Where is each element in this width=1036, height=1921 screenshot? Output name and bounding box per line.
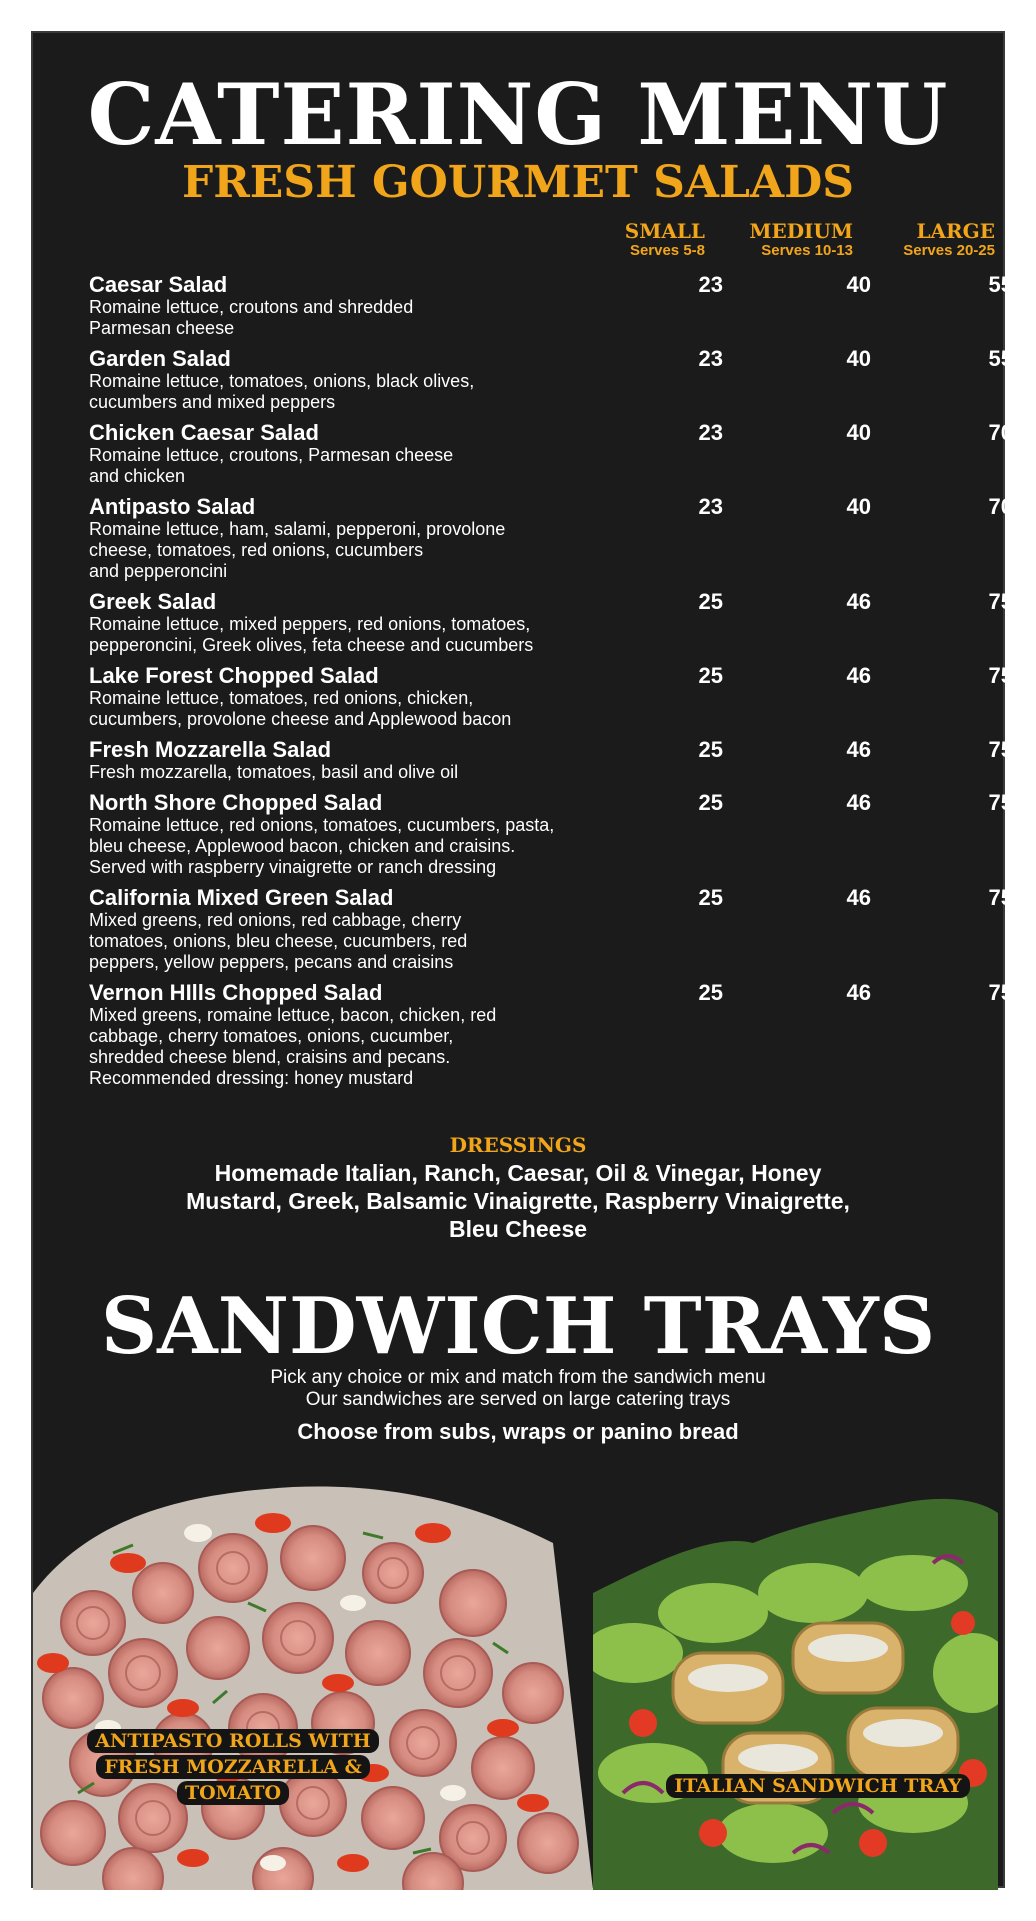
menu-item: [89, 790, 1013, 878]
price-medium: 40: [846, 272, 871, 297]
section-title: FRESH GOURMET SALADS: [181, 157, 855, 208]
dressings-heading: DRESSINGS: [449, 1133, 587, 1157]
sandwich-line-2: Our sandwiches are served on large catering trays: [305, 1389, 731, 1410]
price-medium: 40: [846, 346, 871, 371]
price-medium: 46: [846, 790, 871, 815]
price-small: 25: [698, 663, 723, 688]
menu-item: [89, 885, 1013, 973]
price-medium: 46: [846, 737, 871, 762]
item-name: Greek Salad: [89, 589, 217, 614]
caption-line: TOMATO: [177, 1781, 289, 1805]
price-large: 75: [988, 980, 1013, 1005]
item-name: Lake Forest Chopped Salad: [89, 663, 379, 688]
price-medium: 40: [846, 420, 871, 445]
item-name: Caesar Salad: [89, 272, 228, 297]
price-small: 25: [698, 885, 723, 910]
item-name: Antipasto Salad: [89, 494, 256, 519]
price-large: 70: [988, 420, 1013, 445]
item-name: Chicken Caesar Salad: [89, 420, 319, 445]
size-serves: Serves 10-13: [761, 242, 853, 259]
dressings-list: Homemade Italian, Ranch, Caesar, Oil & Vinegar, Honey Mustard, Greek, Balsamic Vinaigrette, Raspberry Vinaigrette, Bleu Cheese: [186, 1160, 850, 1242]
price-large: 75: [988, 885, 1013, 910]
caption-line: ANTIPASTO ROLLS WITH: [87, 1729, 379, 1753]
size-header-small: [553, 220, 705, 260]
menu-board: [31, 31, 1013, 1888]
price-medium: 46: [846, 663, 871, 688]
sandwich-title: SANDWICH TRAYS: [100, 1281, 936, 1372]
item-description: Romaine lettuce, mixed peppers, red onions, tomatoes, pepperoncini, Greek olives, feta cheese and cucumbers: [89, 614, 534, 655]
price-small: 25: [698, 980, 723, 1005]
sandwich-line-1: Pick any choice or mix and match from the sandwich menu: [270, 1367, 766, 1388]
item-description: Mixed greens, red onions, red cabbage, cherry tomatoes, onions, bleu cheese, cucumbers, red peppers, yellow peppers, pecans and craisins: [89, 910, 468, 972]
price-medium: 46: [846, 589, 871, 614]
menu-item: [89, 272, 1013, 339]
price-large: 75: [988, 737, 1013, 762]
price-medium: 40: [846, 494, 871, 519]
item-name: Garden Salad: [89, 346, 231, 371]
caption-line: ITALIAN SANDWICH TRAY: [666, 1774, 969, 1798]
price-small: 23: [698, 420, 723, 445]
price-small: 23: [698, 494, 723, 519]
price-medium: 46: [846, 980, 871, 1005]
size-header-large: [823, 220, 995, 260]
item-description: Romaine lettuce, croutons, Parmesan cheese and chicken: [89, 445, 454, 486]
price-small: 25: [698, 589, 723, 614]
sandwich-tray-photo: [573, 1473, 1013, 1890]
item-description: Mixed greens, romaine lettuce, bacon, chicken, red cabbage, cherry tomatoes, onions, cucumber, shredded cheese blend, craisins and pecans. Recommended dressing: honey mustard: [89, 1005, 497, 1088]
price-large: 75: [988, 790, 1013, 815]
size-serves: Serves 20-25: [903, 242, 995, 259]
price-large: 55: [988, 346, 1013, 371]
price-small: 23: [698, 346, 723, 371]
sandwich-tray-caption: [633, 1773, 1003, 1799]
item-description: Romaine lettuce, ham, salami, pepperoni, provolone cheese, tomatoes, red onions, cucumbers and pepperoncini: [89, 519, 506, 581]
caption-line: FRESH MOZZARELLA &: [96, 1755, 370, 1779]
salad-list: [89, 272, 1013, 1097]
menu-item: [89, 420, 1013, 487]
price-large: 55: [988, 272, 1013, 297]
item-description: Romaine lettuce, red onions, tomatoes, cucumbers, pasta, bleu cheese, Applewood bacon, chicken and craisins. Served with raspberry vinaigrette or ranch dressing: [89, 815, 555, 877]
price-large: 70: [988, 494, 1013, 519]
price-large: 75: [988, 589, 1013, 614]
item-name: Vernon HIlls Chopped Salad: [89, 980, 383, 1005]
antipasto-caption: [63, 1728, 403, 1806]
item-description: Romaine lettuce, croutons and shredded Parmesan cheese: [89, 297, 414, 338]
food-photos: [33, 1473, 1007, 1890]
price-medium: 46: [846, 885, 871, 910]
price-small: 25: [698, 790, 723, 815]
price-small: 25: [698, 737, 723, 762]
menu-item: [89, 494, 1013, 582]
price-small: 23: [698, 272, 723, 297]
size-name: LARGE: [916, 219, 995, 243]
antipasto-photo: [33, 1473, 633, 1913]
item-name: North Shore Chopped Salad: [89, 790, 383, 815]
item-name: Fresh Mozzarella Salad: [89, 737, 332, 762]
price-large: 75: [988, 663, 1013, 688]
size-name: SMALL: [624, 219, 705, 243]
menu-item: [89, 346, 1013, 413]
food-photo-illustration: [33, 1473, 1007, 1890]
item-description: Fresh mozzarella, tomatoes, basil and olive oil: [89, 762, 459, 782]
size-serves: Serves 5-8: [629, 242, 705, 259]
item-name: California Mixed Green Salad: [89, 885, 394, 910]
menu-item: [89, 980, 1013, 1089]
page-title: CATERING MENU: [87, 65, 949, 164]
menu-item: [89, 737, 1013, 783]
sandwich-choice: Choose from subs, wraps or panino bread: [297, 1419, 739, 1444]
menu-item: [89, 589, 1013, 656]
size-name: MEDIUM: [749, 219, 853, 243]
menu-item: [89, 663, 1013, 730]
item-description: Romaine lettuce, tomatoes, onions, black olives, cucumbers and mixed peppers: [89, 371, 475, 412]
item-description: Romaine lettuce, tomatoes, red onions, chicken, cucumbers, provolone cheese and Applewood bacon: [89, 688, 512, 729]
